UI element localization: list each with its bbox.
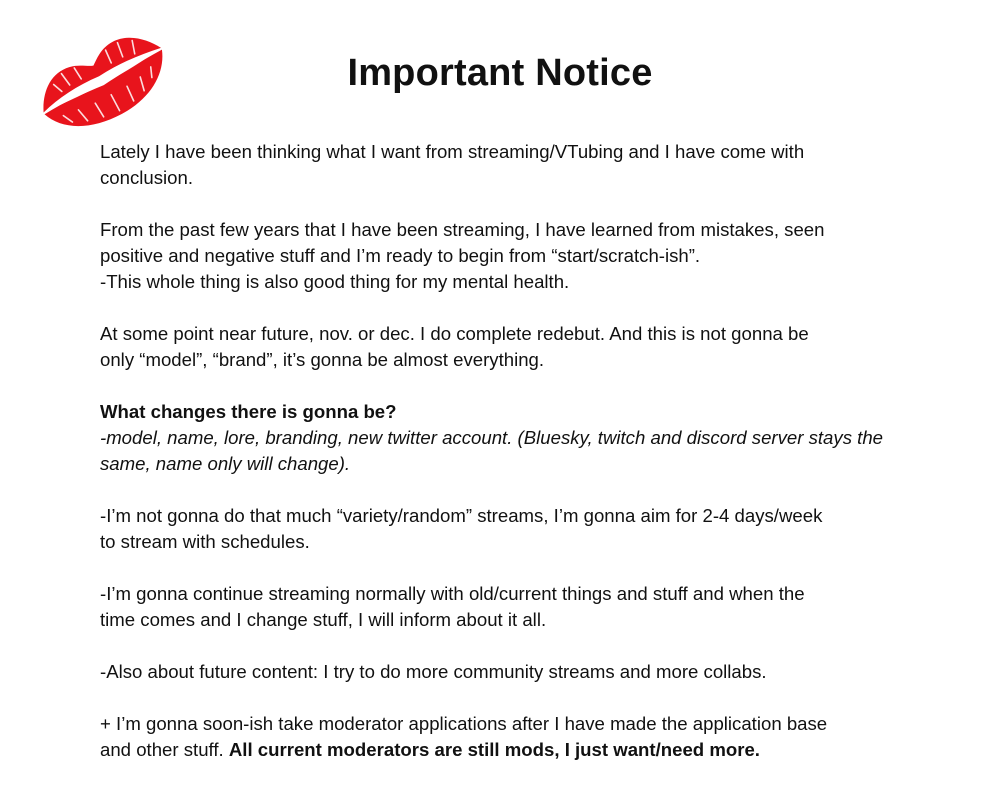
text-line: to stream with schedules.: [100, 531, 310, 552]
bold-emphasis: All current moderators are still mods, I just want/need more.: [228, 739, 760, 760]
text-line: positive and negative stuff and I’m ready to begin from “start/scratch-ish”.: [100, 245, 701, 266]
paragraph-intro: [100, 139, 900, 191]
text-line: + I’m gonna soon-ish take moderator applications after I have made the application base: [100, 713, 828, 734]
text-segment: and other stuff.: [100, 739, 229, 760]
notice-body: [100, 139, 900, 789]
paragraph-moderators: [100, 711, 900, 763]
text-line: From the past few years that I have been streaming, I have learned from mistakes, seen: [100, 219, 825, 240]
paragraph-changes: [100, 399, 900, 477]
text-line: -Also about future content: I try to do more community streams and more collabs.: [100, 661, 767, 682]
paragraph-background: [100, 217, 900, 295]
text-line: -model, name, lore, branding, new twitter account. (Bluesky, twitch and discord server stays the: [100, 427, 884, 448]
text-line: [100, 737, 900, 763]
paragraph-redebut: [100, 321, 900, 373]
text-line: Lately I have been thinking what I want from streaming/VTubing and I have come with: [100, 141, 805, 162]
section-heading: What changes there is gonna be?: [100, 401, 397, 422]
text-line: conclusion.: [100, 167, 194, 188]
text-line: time comes and I change stuff, I will inform about it all.: [100, 609, 547, 630]
text-line: -This whole thing is also good thing for my mental health.: [100, 271, 570, 292]
text-line: -I’m gonna continue streaming normally with old/current things and stuff and when the: [100, 583, 805, 604]
paragraph-continue: [100, 581, 900, 633]
paragraph-schedule: [100, 503, 900, 555]
text-line: same, name only will change).: [100, 453, 351, 474]
text-line: At some point near future, nov. or dec. I do complete redebut. And this is not gonna be: [100, 323, 809, 344]
text-line: only “model”, “brand”, it’s gonna be almost everything.: [100, 349, 545, 370]
text-line: -I’m not gonna do that much “variety/random” streams, I’m gonna aim for 2-4 days/week: [100, 505, 823, 526]
paragraph-future-content: [100, 659, 900, 685]
page-title: Important Notice: [347, 52, 653, 94]
